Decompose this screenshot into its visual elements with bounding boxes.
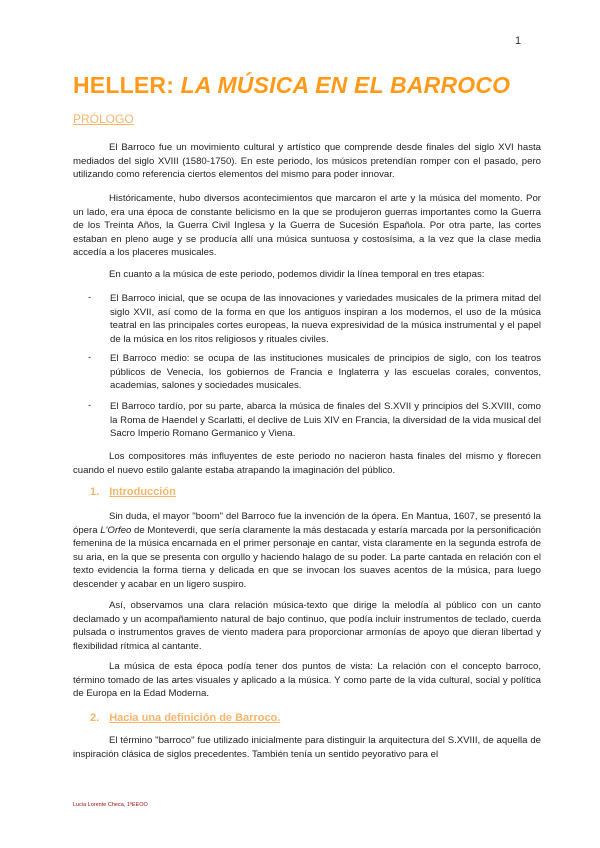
text: de Monteverdi, que sería claramente la más destacada y estaría marcada por la personificación femenina de la música encarnada en el primer personaje en cantar, vista claramente en la segunda estrofa de su aria, en la que se presenta con orgullo y haciendo halago de su poder. La parte cantada en relación con el texto evidencia la forma tierna y delicada en que se invocan los suaves acentos de la música, para luego descender y acabar en un ligero suspiro.: [73, 524, 541, 590]
paragraph: El término "barroco" fue utilizado inicialmente para distinguir la arquitectura del S.XVIII, de aquella de inspiración clásica de siglos precedentes. También tenía un sentido peyorativo para el: [73, 735, 541, 760]
paragraph: Históricamente, hubo diversos acontecimientos que marcaron el arte y la música del momento. Por un lado, era una época de constante belicismo en la que se produjeron guerras importantes como la Guerra de los Treinta Años, la Guerra Civil Inglesa y la Guerra de Sucesión Española. Por otra parte, las cortes estaban en pleno auge y se producía allí una música suntuosa y costosísima, a la vez que la clase media accedía a los placeres musicales.: [73, 193, 541, 259]
paragraph: El Barroco fue un movimiento cultural y artístico que comprende desde finales del siglo XVI hasta mediados del siglo XVIII (1580-1750). En este periodo, los músicos pretendían romper con el pasado, pero utilizando como referencia ciertos elementos del mismo para poder innovar.: [73, 142, 541, 181]
section-number: 2.: [90, 712, 100, 724]
list-item: El Barroco medio: se ocupa de las instituciones musicales de principios de siglo, con los teatros públicos de Venecia, los gobiernos de Francia e Inglaterra y las escuelas corales, conventos, academias, salones y sociedades musicales.: [110, 353, 541, 392]
paragraph: Así, observamos una clara relación música-texto que dirige la melodía al público con un canto declamado y un acompañamiento natural de bajo continuo, que podía incluir instrumentos de teclado, cuerda pulsada o instrumentos graves de viento madera para proporcionar armonías de apoyo que dieran libertad y flexibilidad rítmica al cantante.: [73, 600, 541, 652]
paragraph: La música de esta época podía tener dos puntos de vista: La relación con el concepto barroco, término tomado de las artes visuales y aplicado a la música. Y como parte de la vida cultural, social y política de Europa en la Edad Moderna.: [73, 661, 541, 700]
section-label: Hacia una definición de Barroco.: [109, 712, 281, 724]
text: Sin duda, el mayor "boom" del Barroco fue la invención de la ópera. En Mantua, 1607, se presentó la ópera: [73, 511, 541, 536]
list-marker: -: [88, 352, 92, 363]
title-italic: LA MÚSICA EN EL BARROCO: [180, 72, 511, 98]
section-heading-definicion: [90, 712, 280, 724]
opera-title: L'Orfeo: [100, 524, 132, 536]
list-item: El Barroco tardío, por su parte, abarca la música de finales del S.XVII y principios del S.XVIII, como la Roma de Haendel y Scarlatti, el declive de Luis XIV en Francia, la diversidad de la vida musical del Sacro Imperio Romano Germanico y Viena.: [110, 401, 541, 440]
section-number: 1.: [90, 486, 100, 498]
paragraph: En cuanto a la música de este periodo, podemos dividir la línea temporal en tres etapas:: [109, 269, 485, 280]
list-marker: -: [88, 292, 92, 303]
section-label: Introducción: [109, 486, 176, 498]
list-marker: -: [88, 400, 92, 411]
prologo-heading: PRÓLOGO: [73, 112, 134, 126]
paragraph: [73, 510, 541, 592]
paragraph: Los compositores más influyentes de este periodo no nacieron hasta finales del mismo y florecen cuando el nuevo estilo galante estaba atrapando la imaginación del público.: [73, 451, 541, 476]
page-title: [73, 72, 510, 99]
page-number: 1: [515, 35, 522, 47]
section-heading-introduccion: [90, 486, 176, 498]
title-prefix: HELLER:: [73, 72, 181, 98]
footer-author: Lucia Lorente Checa, 1ºEEOO: [73, 802, 148, 808]
list-item: El Barroco inicial, que se ocupa de las innovaciones y variedades musicales de la primera mitad del siglo XVII, así como de la forma en que los antiguos inspiran a los modernos, el uso de la música teatral en las principales cortes europeas, la nueva expresividad de la música instrumental y el papel de la música en los ritos religiosos y rituales civiles.: [110, 293, 541, 345]
